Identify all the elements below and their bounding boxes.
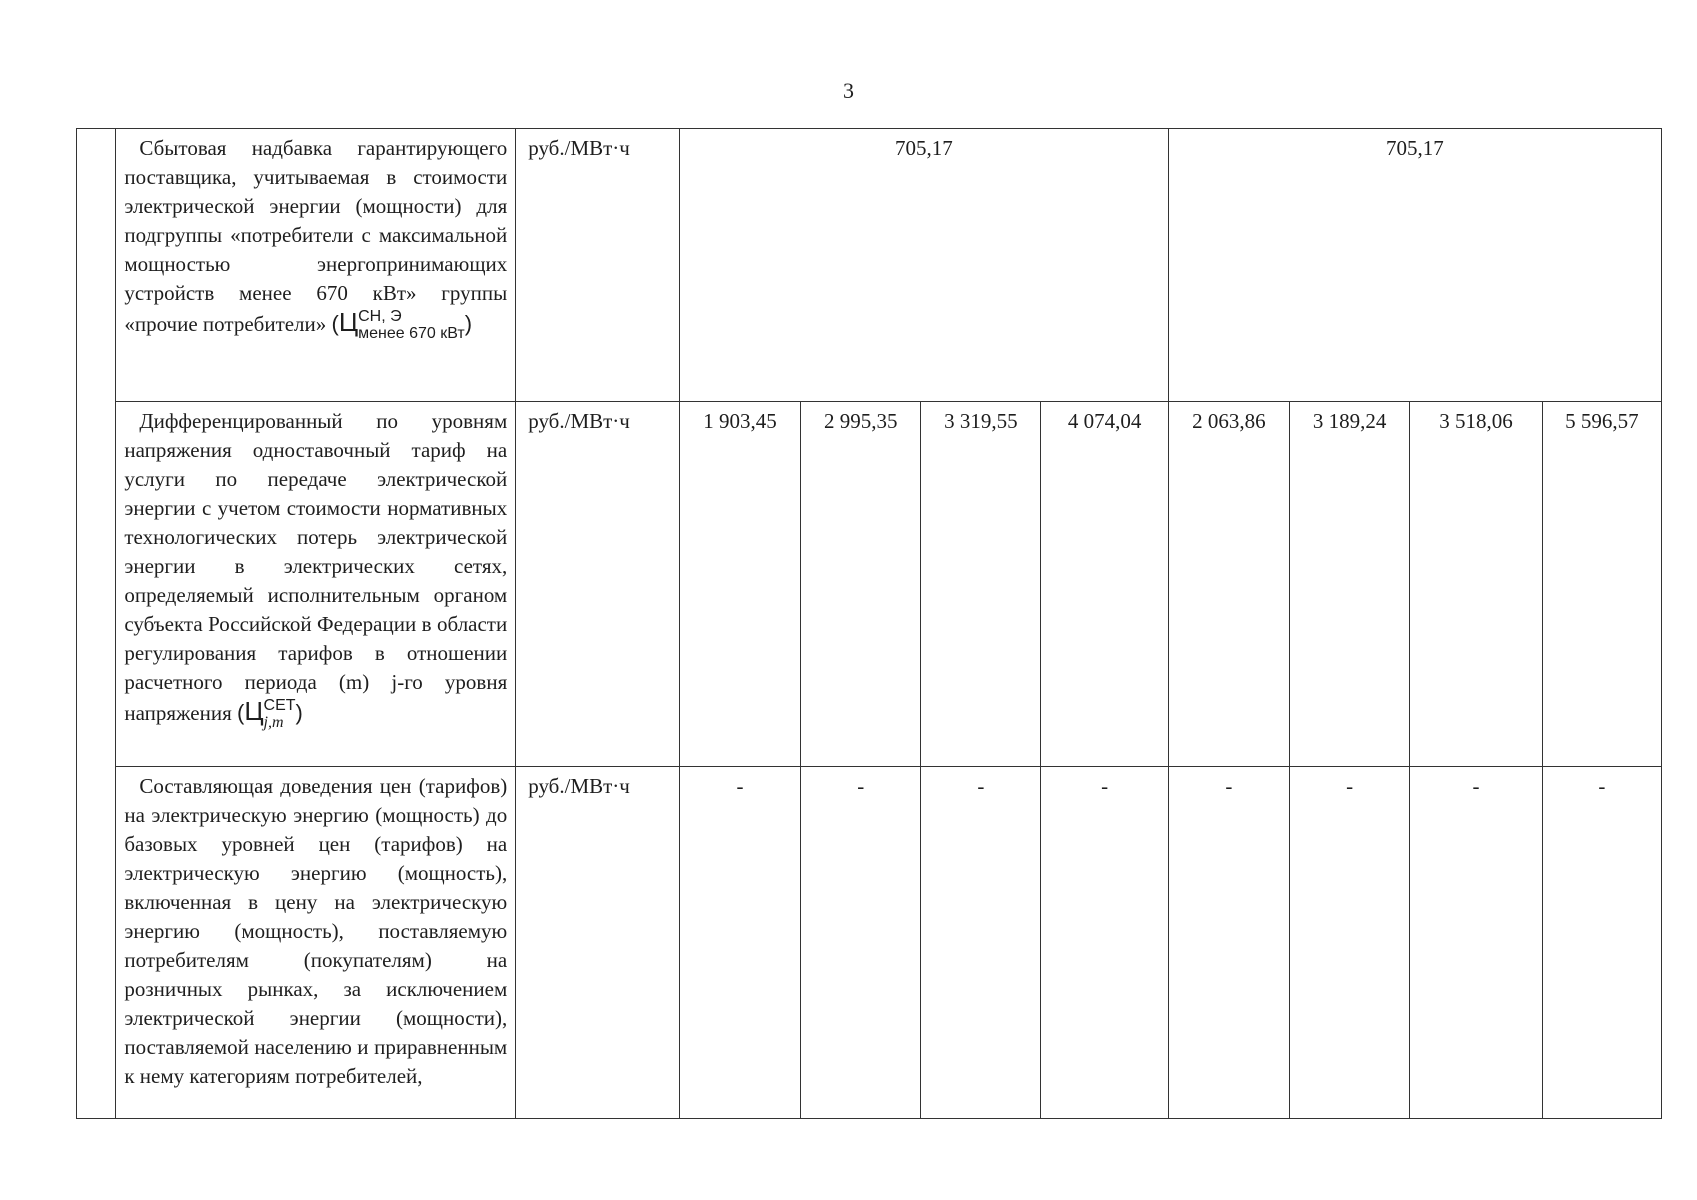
value-cell: 4 074,04 <box>1041 402 1168 767</box>
indicator-name: Составляющая доведения цен (тарифов) на электрическую энергию (мощность) до базовых уровней цен (тарифов) на электрическую энергию (мощность), включенная в цену на электрическую энергию (мощность), поставляемую потребителям (покупателям) на розничных рынках, за исключением электрической энергии (мощности), поставляемой населению и приравненным к нему категориям потребителей, <box>124 774 508 1088</box>
row-number-cell <box>77 129 116 1119</box>
formula <box>331 307 473 343</box>
indicator-name: Сбытовая надбавка гарантирующего поставщика, учитываемая в стоимости электрической энергии (мощности) для подгруппы «потребители с максимальной мощностью энергопринимающих устройств менее 670 кВт» группы «прочие потребители» <box>124 136 508 336</box>
value-cell-merged: 705,17 <box>1168 129 1661 402</box>
formula-symbol: Ц <box>338 307 359 337</box>
indicator-name-cell <box>116 767 516 1119</box>
value-cell: - <box>801 767 921 1119</box>
unit-cell: руб./МВт·ч <box>516 402 680 767</box>
formula-symbol: Ц <box>244 696 264 726</box>
table-row <box>77 402 1662 767</box>
value-cell-merged: 705,17 <box>679 129 1168 402</box>
value-cell: - <box>1168 767 1289 1119</box>
formula <box>236 696 303 732</box>
value-cell: - <box>1041 767 1168 1119</box>
formula-open-paren: ( <box>331 311 339 336</box>
value-cell: 3 189,24 <box>1290 402 1410 767</box>
value-cell: - <box>921 767 1041 1119</box>
value-cell: 5 596,57 <box>1542 402 1661 767</box>
formula-superscript: СЕТ <box>263 697 296 715</box>
value-cell: - <box>1410 767 1543 1119</box>
unit-cell: руб./МВт·ч <box>516 129 680 402</box>
formula-subscript: менее 670 кВт <box>358 325 465 343</box>
indicator-name-cell <box>116 129 516 402</box>
formula-subscript: j,m <box>263 714 284 732</box>
value-cell: 2 063,86 <box>1168 402 1289 767</box>
indicator-name: Дифференцированный по уровням напряжения одноставочный тариф на услуги по передаче электрической энергии с учетом стоимости нормативных технологических потерь электрической энергии в электрических сетях, определяемый исполнительным органом субъекта Российской Федерации в области регулирования тарифов в отношении расчетного периода (m) j-го уровня напряжения <box>124 409 508 725</box>
indicator-name-cell <box>116 402 516 767</box>
formula-close-paren: ) <box>464 311 473 336</box>
value-cell: - <box>679 767 800 1119</box>
value-cell: - <box>1290 767 1410 1119</box>
value-cell: 2 995,35 <box>801 402 921 767</box>
unit-cell: руб./МВт·ч <box>516 767 680 1119</box>
value-cell: 3 518,06 <box>1410 402 1543 767</box>
formula-superscript: СН, Э <box>358 308 402 326</box>
table-row <box>77 129 1662 402</box>
table-row <box>77 767 1662 1119</box>
formula-open-paren: ( <box>236 700 245 725</box>
value-cell: 3 319,55 <box>921 402 1041 767</box>
value-cell: - <box>1542 767 1661 1119</box>
value-cell: 1 903,45 <box>679 402 800 767</box>
tariff-table <box>76 128 1662 1119</box>
formula-close-paren: ) <box>295 700 303 725</box>
page-number: 3 <box>843 78 854 103</box>
